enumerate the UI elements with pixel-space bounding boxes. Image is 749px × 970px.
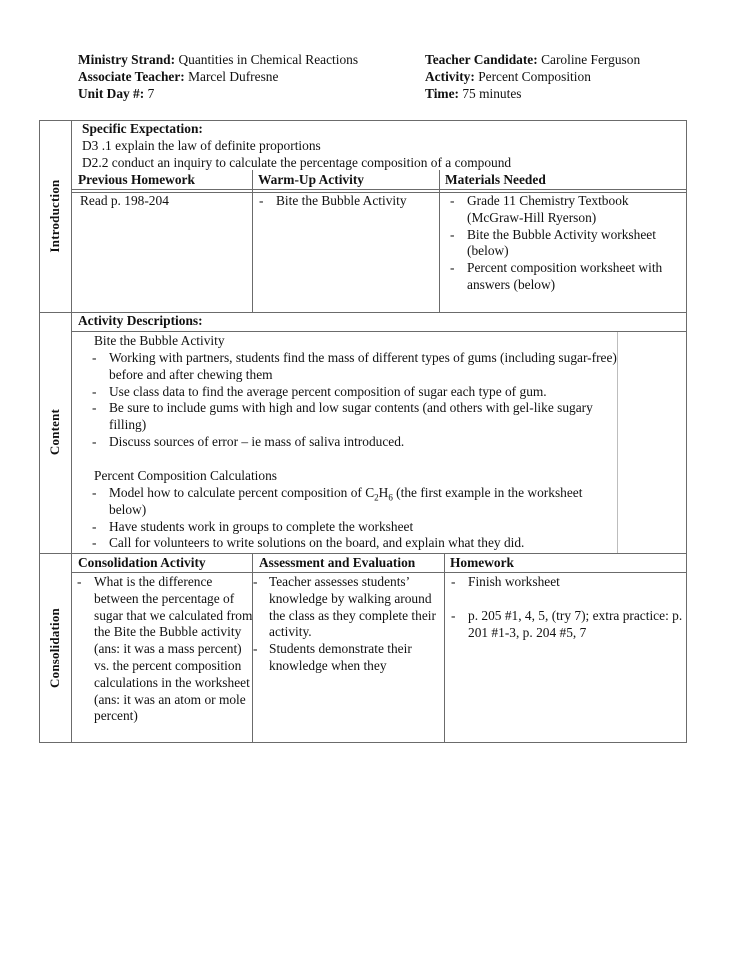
header-time-value: 75 minutes — [462, 86, 522, 101]
section-label-consolidation: Consolidation — [47, 608, 62, 688]
activity-descriptions-heading: Activity Descriptions: — [78, 313, 203, 328]
activity2-item-formula — [88, 485, 600, 519]
formula-sub-hydrogen: 6 — [388, 492, 393, 503]
header-activity — [425, 69, 591, 86]
homework-item: - p. 205 #1, 4, 5, (try 7); extra practice: p. 201 #1-3, p. 204 #5, 7 — [447, 608, 684, 642]
header-associate-label: Associate Teacher: — [78, 69, 185, 84]
col-header-assessment: Assessment and Evaluation — [259, 555, 416, 570]
formula-text-b: H — [378, 485, 389, 500]
header-strand-value: Quantities in Chemical Reactions — [178, 52, 359, 67]
table-right-border — [686, 120, 687, 743]
materials-item: - Percent composition worksheet with answers (below) — [446, 260, 686, 294]
expectation-d22: D2.2 conduct an inquiry to calculate the percentage composition of a compound — [82, 155, 512, 170]
consolidation-activity-item: - What is the difference between the percentage of sugar that we calculated from the Bite the Bubble activity (ans: it was a mass percent) vs. the percent composition calculations in the worksheet (ans: it was an atom or mole percent) — [73, 574, 253, 725]
activity1-item: - Be sure to include gums with high and low sugar contents (and others with gel-like sugary filling) — [88, 400, 620, 434]
header-activity-value: Percent Composition — [478, 69, 591, 84]
header-unit-day-label: Unit Day #: — [78, 86, 145, 101]
consolidation-header-rule — [72, 572, 686, 573]
header-candidate-label: Teacher Candidate: — [425, 52, 538, 67]
header-unit-day-value: 7 — [147, 86, 155, 101]
expectation-heading: Specific Expectation: — [82, 121, 203, 136]
table-bottom-border — [39, 742, 687, 743]
table-left-border — [39, 120, 40, 743]
section-divider-consolidation — [39, 553, 687, 554]
section-label-introduction: Introduction — [47, 179, 62, 253]
activity1-list — [88, 350, 620, 451]
formula-text-c: (the first example in the worksheet below) — [109, 485, 583, 517]
consolidation-activity-list — [73, 574, 253, 725]
materials-item: - Bite the Bubble Activity worksheet (below) — [446, 227, 686, 261]
assessment-item: - Students demonstrate their knowledge when they — [249, 641, 441, 675]
intro-col-divider-1 — [252, 170, 253, 312]
header-activity-label: Activity: — [425, 69, 475, 84]
header-unit-day — [78, 86, 154, 103]
previous-homework-text: Read p. 198-204 — [80, 193, 169, 208]
formula-text-a: Model how to calculate percent composition of C — [109, 485, 375, 500]
intro-header-row-top — [72, 189, 686, 190]
consolidation-col-divider-2 — [444, 553, 445, 742]
activity2-item: - Call for volunteers to write solutions on the board, and explain what they did. — [88, 535, 600, 552]
header-time — [425, 86, 521, 103]
homework-list — [447, 574, 684, 641]
col-header-previous-homework: Previous Homework — [78, 172, 195, 187]
label-column-divider — [71, 120, 72, 743]
activity1-item: - Working with partners, students find the mass of different types of gums (including sugar-free) before and after chewing them — [88, 350, 620, 384]
header-candidate-value: Caroline Ferguson — [541, 52, 641, 67]
activity2-title: Percent Composition Calculations — [94, 468, 277, 483]
header-candidate — [425, 52, 640, 69]
activity1-item: - Use class data to find the average percent composition of sugar each type of gum. — [88, 384, 620, 401]
header-associate-value: Marcel Dufresne — [188, 69, 279, 84]
col-header-homework: Homework — [450, 555, 514, 570]
activity1-item: - Discuss sources of error – ie mass of saliva introduced. — [88, 434, 620, 451]
col-header-materials: Materials Needed — [445, 172, 546, 187]
activity2-item: - Have students work in groups to complete the worksheet — [88, 519, 600, 536]
header-time-label: Time: — [425, 86, 459, 101]
materials-list — [446, 193, 686, 294]
intro-col-divider-2 — [439, 170, 440, 312]
homework-item: - Finish worksheet — [447, 574, 684, 591]
activity2-list — [88, 485, 600, 552]
header-associate — [78, 69, 278, 86]
warmup-item: - Bite the Bubble Activity — [255, 193, 435, 210]
assessment-item: - Teacher assesses students’ knowledge by walking around the class as they complete their activity. — [249, 574, 441, 641]
materials-item: - Grade 11 Chemistry Textbook (McGraw-Hill Ryerson) — [446, 193, 686, 227]
expectation-d31: D3 .1 explain the law of definite proportions — [82, 138, 321, 153]
content-heading-rule — [72, 331, 686, 332]
formula-sub-carbon: 2 — [374, 492, 379, 503]
section-label-content: Content — [47, 408, 62, 456]
header-strand-label: Ministry Strand: — [78, 52, 176, 67]
warmup-list — [255, 193, 435, 210]
header-strand — [78, 52, 358, 69]
activity1-title: Bite the Bubble Activity — [94, 333, 225, 348]
col-header-warmup: Warm-Up Activity — [258, 172, 364, 187]
col-header-consolidation-activity: Consolidation Activity — [78, 555, 206, 570]
assessment-list — [249, 574, 441, 675]
